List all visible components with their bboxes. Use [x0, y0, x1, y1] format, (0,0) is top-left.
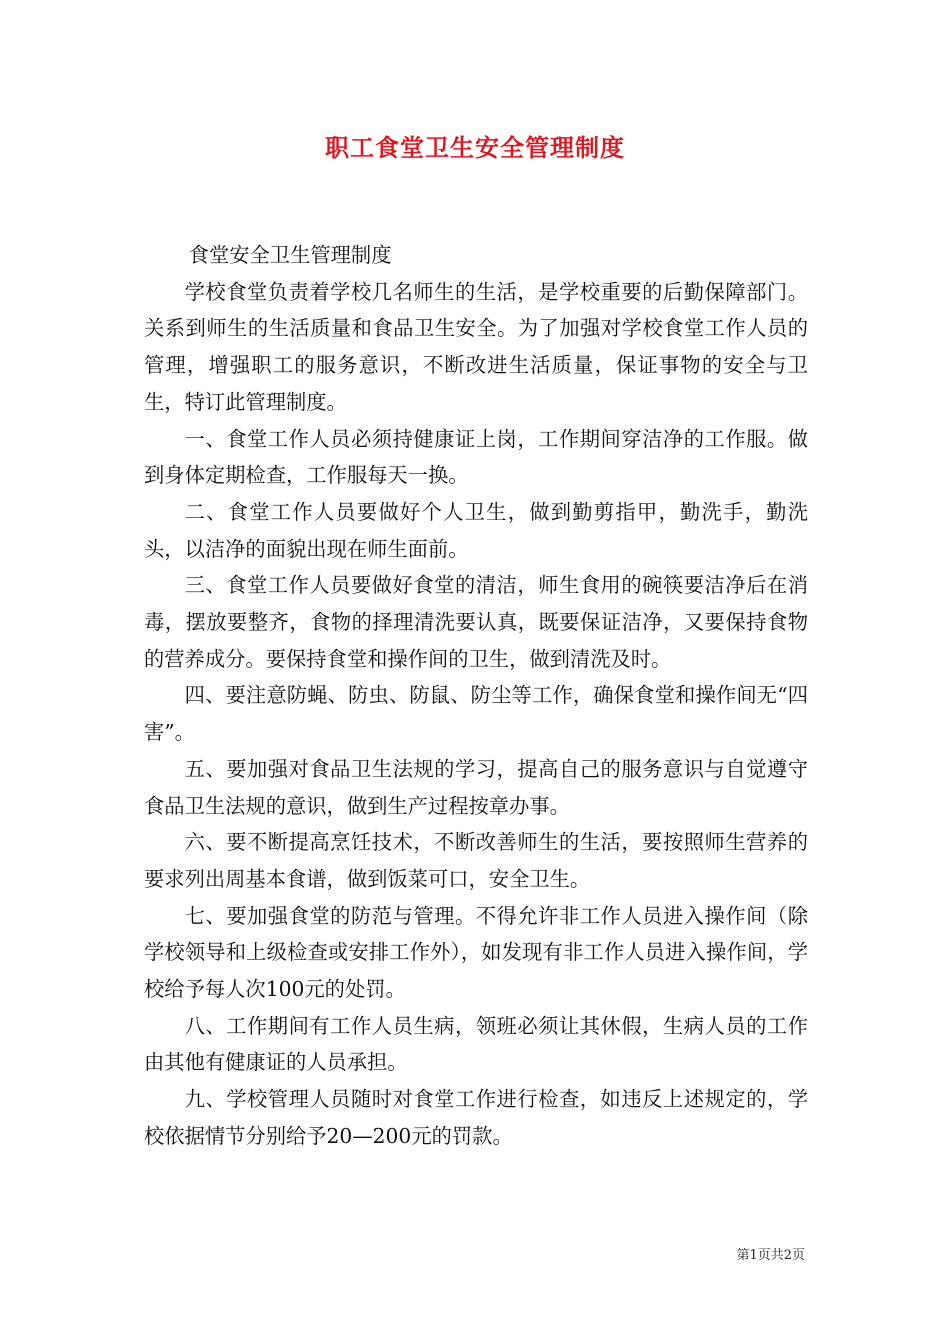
page-number-footer [0, 1247, 805, 1265]
paragraph-rule-5: 五、要加强对食品卫生法规的学习，提高自己的服务意识与自觉遵守食品卫生法规的意识，做到生产过程按章办事。 [144, 756, 808, 818]
paragraph-rule-9: 九、学校管理人员随时对食堂工作进行检查，如违反上述规定的，学校依据情节分别给予20—200元的罚款。 [144, 1087, 808, 1148]
document-subtitle: 食堂安全卫生管理制度 [188, 243, 392, 267]
paragraph-rule-3: 三、食堂工作人员要做好食堂的清洁，师生食用的碗筷要洁净后在消毒，摆放要整齐，食物的择理清洗要认真，既要保证洁净，又要保持食物的营养成分。要保持食堂和操作间的卫生，做到清洗及时。 [144, 573, 808, 671]
page-number-label: 第1页共2页 [736, 1248, 805, 1263]
paragraph-rule-6: 六、要不断提高烹饪技术，不断改善师生的生活，要按照师生营养的要求列出周基本食谱，做到饭菜可口，安全卫生。 [144, 830, 808, 891]
paragraph-rule-7: 七、要加强食堂的防范与管理。不得允许非工作人员进入操作间（除学校领导和上级检查或安排工作外），如发现有非工作人员进入操作间，学校给予每人次100元的处罚。 [144, 903, 808, 1002]
paragraph-rule-4: 四、要注意防蝇、防虫、防鼠、防尘等工作，确保食堂和操作间无“四害”。 [144, 683, 808, 745]
paragraph-rule-8: 八、工作期间有工作人员生病，领班必须让其休假，生病人员的工作由其他有健康证的人员承担。 [144, 1013, 808, 1075]
paragraph-rule-2: 二、食堂工作人员要做好个人卫生，做到勤剪指甲，勤洗手，勤洗头，以洁净的面貌出现在师生面前。 [144, 499, 808, 561]
paragraph-rule-1: 一、食堂工作人员必须持健康证上岗，工作期间穿洁净的工作服。做到身体定期检查，工作服每天一换。 [144, 426, 808, 488]
document-title: 职工食堂卫生安全管理制度 [325, 133, 625, 162]
paragraph-intro: 学校食堂负责着学校几名师生的生活，是学校重要的后勤保障部门。关系到师生的生活质量和食品卫生安全。为了加强对学校食堂工作人员的管理，增强职工的服务意识，不断改进生活质量，保证事物的安全与卫生，特订此管理制度。 [144, 279, 808, 414]
document-body [144, 237, 808, 1155]
